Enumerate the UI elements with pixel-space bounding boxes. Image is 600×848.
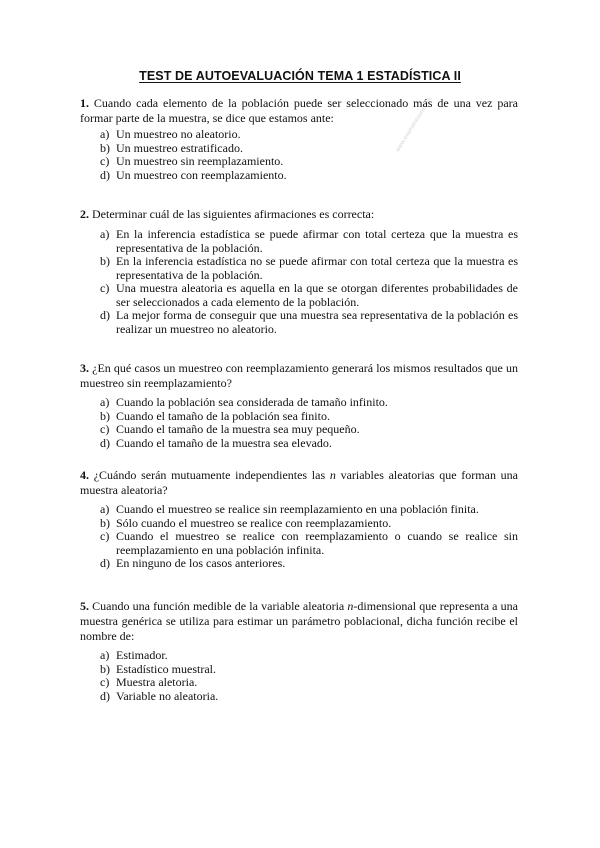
option-letter: b) <box>100 140 110 155</box>
option-4b <box>100 517 518 531</box>
option-text: Cuando el tamaño de la muestra sea muy pequeño. <box>116 422 360 436</box>
option-3a <box>100 396 518 410</box>
option-text: Cuando el tamaño de la población sea finito. <box>116 408 330 423</box>
question-number: 4. <box>80 468 89 482</box>
question-text-before: ¿Cuándo serán mutuamente independientes las <box>89 468 330 482</box>
option-text: Sólo cuando el muestreo se realice con reemplazamiento. <box>116 515 392 530</box>
question-text-before: Cuando una función medible de la variable aleatoria <box>89 599 348 613</box>
option-text: Muestra aletoria. <box>116 675 198 689</box>
question-3 <box>80 361 518 391</box>
option-text: Un muestreo con reemplazamiento. <box>116 167 287 182</box>
option-letter: b) <box>100 515 110 530</box>
option-text: Variable no aleatoria. <box>116 688 219 703</box>
question-number: 3. <box>80 361 89 375</box>
option-text: Cuando el muestreo se realice con reemplazamiento o cuando se realice sin reemplazamiento en una población infinita. <box>116 529 518 557</box>
question-number: 1. <box>80 96 89 110</box>
option-1b <box>100 142 518 156</box>
option-letter: a) <box>100 127 110 141</box>
option-letter: d) <box>100 688 110 703</box>
option-text: La mejor forma de conseguir que una muestra sea representativa de la población es realizar un muestreo no aleatorio. <box>116 308 518 336</box>
option-text: Un muestreo no aleatorio. <box>116 127 241 141</box>
question-text: Determinar cuál de las siguientes afirmaciones es correcta: <box>89 207 375 221</box>
option-letter: c) <box>100 529 110 543</box>
option-text: Cuando la población sea considerada de tamaño infinito. <box>116 395 388 409</box>
question-number: 2. <box>80 207 89 221</box>
option-text: Un muestreo estratificado. <box>116 140 243 155</box>
options-5 <box>100 649 518 703</box>
option-2c <box>100 282 518 309</box>
option-4d <box>100 557 518 571</box>
option-letter: c) <box>100 154 110 168</box>
option-text: Estadístico muestral. <box>116 661 216 676</box>
option-3c <box>100 423 518 437</box>
question-5 <box>80 599 518 644</box>
option-4a <box>100 503 518 517</box>
question-1 <box>80 96 518 126</box>
option-text: Cuando el tamaño de la muestra sea elevado. <box>116 435 332 450</box>
option-3b <box>100 410 518 424</box>
option-1a <box>100 128 518 142</box>
option-2a <box>100 228 518 255</box>
question-text-after: -dimensional que representa a una muestra genérica se utiliza para estimar un parámetro poblacional, dicha función recibe el nombre de: <box>80 599 519 643</box>
option-text: En la inferencia estadística se puede afirmar con total certeza que la muestra es representativa de la población. <box>116 227 518 255</box>
option-5b <box>100 663 518 677</box>
option-text: Un muestreo sin reemplazamiento. <box>116 154 284 168</box>
option-letter: d) <box>100 435 110 450</box>
variable-n: n <box>329 468 336 482</box>
option-text: Estimador. <box>116 648 168 662</box>
options-3 <box>100 396 518 450</box>
option-2d <box>100 309 518 336</box>
option-letter: c) <box>100 422 110 436</box>
option-3d <box>100 437 518 451</box>
option-letter: c) <box>100 675 110 689</box>
option-text: Cuando el muestreo se realice sin reemplazamiento en una población finita. <box>116 502 479 516</box>
option-5d <box>100 690 518 704</box>
question-text: Cuando cada elemento de la población puede ser seleccionado más de una vez para formar parte de la muestra, se dice que estamos ante: <box>80 96 518 125</box>
option-letter: a) <box>100 648 110 662</box>
question-number: 5. <box>80 599 89 613</box>
option-letter: a) <box>100 395 110 409</box>
question-4 <box>80 468 518 498</box>
option-letter: a) <box>100 227 110 241</box>
option-letter: d) <box>100 308 110 322</box>
option-letter: b) <box>100 661 110 676</box>
option-text: Una muestra aleatoria es aquella en la que se otorgan diferentes probabilidades de ser seleccionados a cada elemento de la población. <box>116 281 518 309</box>
options-4 <box>100 503 518 571</box>
option-letter: a) <box>100 502 110 516</box>
option-5a <box>100 649 518 663</box>
option-letter: d) <box>100 167 110 182</box>
options-1 <box>100 128 518 182</box>
option-text: En ninguno de los casos anteriores. <box>116 556 286 570</box>
option-4c <box>100 530 518 557</box>
variable-n: n <box>347 599 354 613</box>
question-text: ¿En qué casos un muestreo con reemplazamiento generará los mismos resultados que un muestreo sin reemplazamiento? <box>80 361 518 390</box>
question-text-after: variables aleatorias que forman una muestra aleatoria? <box>80 468 518 497</box>
watermark: www.examenesuned.es <box>395 96 434 154</box>
option-text: En la inferencia estadística no se puede afirmar con total certeza que la muestra es representativa de la población. <box>116 254 518 282</box>
options-2 <box>100 228 518 336</box>
option-letter: d) <box>100 556 110 570</box>
option-letter: b) <box>100 408 110 423</box>
option-letter: c) <box>100 281 110 295</box>
option-letter: b) <box>100 254 110 268</box>
option-1c <box>100 155 518 169</box>
question-2 <box>80 207 518 222</box>
page-title: TEST DE AUTOEVALUACIÓN TEMA 1 ESTADÍSTICA II <box>139 69 461 83</box>
option-5c <box>100 676 518 690</box>
option-1d <box>100 169 518 183</box>
option-2b <box>100 255 518 282</box>
